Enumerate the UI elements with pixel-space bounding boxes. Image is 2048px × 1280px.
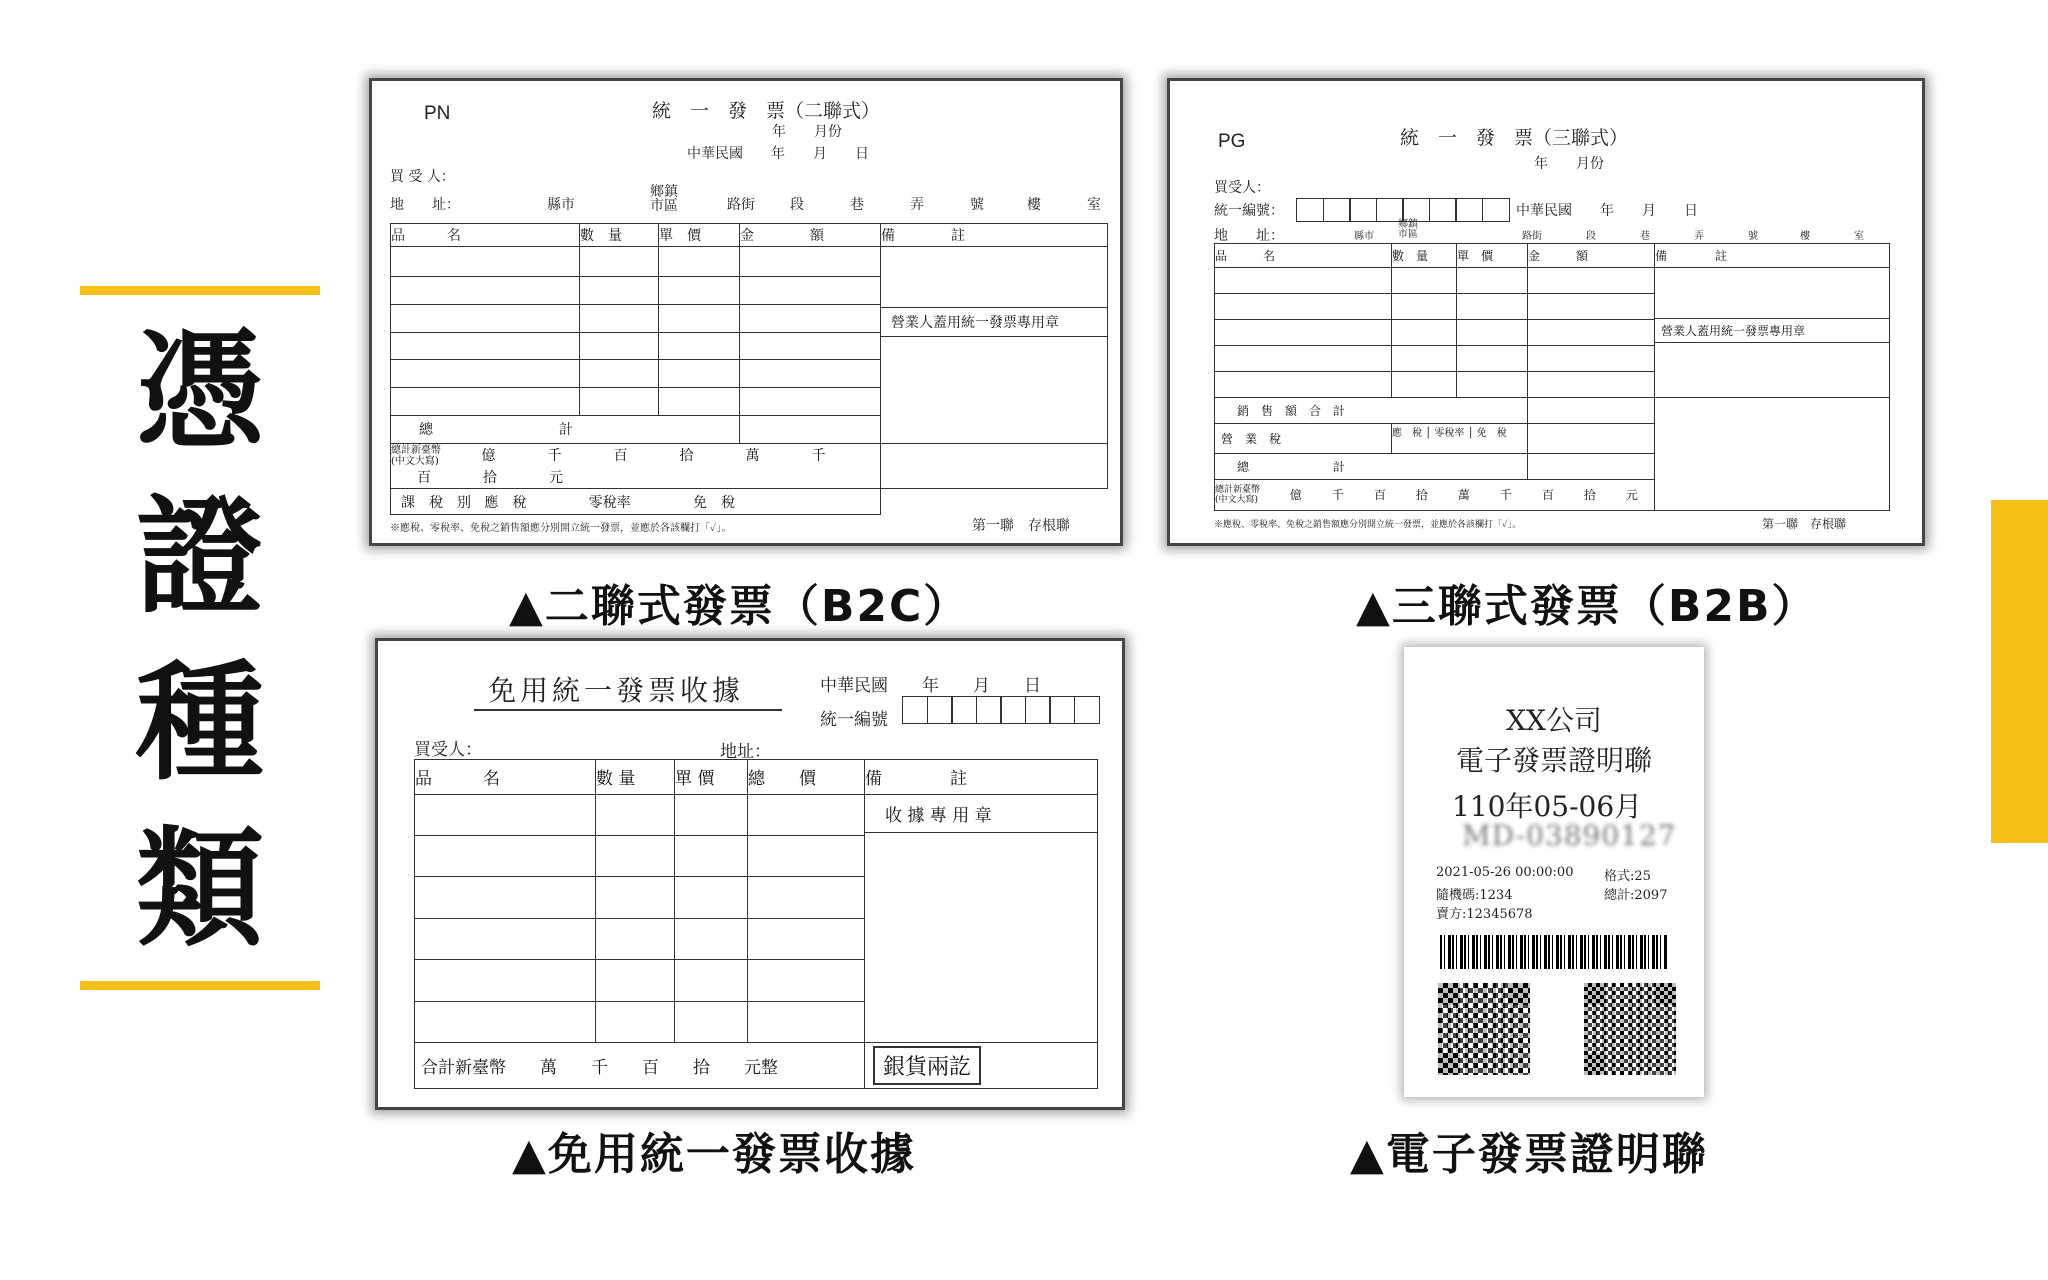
b2b-buyer: 買受人： <box>1214 180 1270 196</box>
amount-unit: 百 <box>1373 487 1386 502</box>
b2b-addr-0: 縣市 <box>1354 231 1374 242</box>
receipt-paid-stamp: 銀貨兩訖 <box>873 1046 981 1085</box>
einvoice-title: 電子發票證明聯 <box>1455 744 1652 777</box>
b2b-addr-3: 段 <box>1586 231 1596 242</box>
tax-id-digit-box <box>1296 198 1324 222</box>
b2c-code: PN <box>424 103 451 124</box>
b2b-addr-7: 樓 <box>1800 231 1810 242</box>
title-bottom-rule <box>80 981 320 990</box>
receipt-address-label: 地址： <box>720 742 771 762</box>
b2b-header-qty: 數 量 <box>1392 248 1429 263</box>
b2c-caption: ▲二聯式發票（B2C） <box>509 581 970 632</box>
amount-unit: 千 <box>1331 487 1344 502</box>
amount-unit: 拾 <box>1583 487 1596 502</box>
tax-id-digit-box <box>1349 198 1377 222</box>
b2c-addr-7: 樓 <box>1027 197 1041 213</box>
section-title-char: 種 <box>135 649 264 798</box>
b2b-code: PG <box>1218 131 1246 152</box>
b2c-header-amount: 金 額 <box>740 228 824 245</box>
receipt-tax-id-label: 統一編號 <box>820 710 888 730</box>
b2b-business-tax: 營 業 稅 <box>1221 431 1282 446</box>
amount-unit: 千 <box>547 447 562 464</box>
b2c-invoice-image <box>369 78 1123 546</box>
b2b-title: 統 一 發 票（三聯式） <box>1400 127 1629 149</box>
einvoice-qr-right <box>1584 983 1676 1075</box>
amount-unit: 百 <box>417 469 431 486</box>
einvoice-total: 總計:2097 <box>1604 888 1668 903</box>
b2b-header-name: 品 名 <box>1215 248 1276 263</box>
tax-id-digit-box <box>1429 198 1457 222</box>
b2b-address-label: 地 址： <box>1214 228 1284 244</box>
tax-id-digit-box <box>1025 696 1051 724</box>
b2c-addr-0: 縣市 <box>547 197 575 213</box>
title-top-rule <box>80 286 320 295</box>
amount-unit: 元 <box>1625 487 1638 502</box>
einvoice-format: 格式:25 <box>1604 869 1651 884</box>
receipt-title: 免用統一發票收據 <box>488 674 745 707</box>
b2b-addr-2: 路街 <box>1522 231 1542 242</box>
b2c-zero-rate: 零稅率 <box>588 494 631 511</box>
receipt-stamp-note: 收 據 專 用 章 <box>865 795 1097 833</box>
b2c-header-qty: 數 量 <box>580 228 622 245</box>
tax-id-digit-box <box>951 696 977 724</box>
amount-unit: 拾 <box>483 469 497 486</box>
b2c-tax-type-label: 課 稅 別 <box>401 494 471 511</box>
b2b-amount-units <box>1275 488 1653 502</box>
amount-unit: 千 <box>1499 487 1512 502</box>
amount-unit: 億 <box>1289 487 1302 502</box>
section-title-text <box>80 295 320 981</box>
b2c-footnote: ※應稅、零稅率、免稅之銷售額應分別開立統一發票，並應於各該欄打「✓」。 <box>390 523 732 534</box>
section-title-char: 證 <box>135 483 264 632</box>
b2b-tax-taxable: 應 稅 <box>1392 427 1422 439</box>
receipt-total-line: 合計新臺幣 萬 千 百 拾 元整 <box>421 1057 778 1078</box>
tax-id-digit-box <box>1455 198 1483 222</box>
b2b-tax-zero: 零稅率 <box>1434 427 1465 439</box>
amount-unit: 拾 <box>679 447 694 464</box>
b2c-taxable: 應 稅 <box>484 494 527 511</box>
amount-unit: 萬 <box>745 447 760 464</box>
receipt-image <box>375 638 1125 1110</box>
b2c-addr-1: 鄉鎮市區 <box>650 184 678 214</box>
section-title-char: 類 <box>135 815 264 964</box>
b2c-amount-units <box>391 448 851 486</box>
b2c-exempt: 免 稅 <box>692 494 735 511</box>
b2b-addr-5: 弄 <box>1694 231 1704 242</box>
einvoice-period: 110年05-06月 <box>1452 790 1643 823</box>
b2b-tax-id-boxes <box>1296 198 1510 220</box>
amount-unit: 拾 <box>1415 487 1428 502</box>
receipt-buyer: 買受人： <box>414 740 482 760</box>
b2b-header-price: 單 價 <box>1457 248 1494 263</box>
receipt-header-remarks: 備 註 <box>865 769 967 790</box>
amount-unit: 百 <box>613 447 628 464</box>
receipt-header-price: 單 價 <box>675 769 715 790</box>
einvoice-seller: 賣方:12345678 <box>1436 907 1533 922</box>
b2c-items-table <box>390 223 1108 515</box>
tax-id-digit-box <box>976 696 1002 724</box>
b2c-addr-2: 路街 <box>727 197 755 213</box>
amount-unit: 百 <box>1541 487 1554 502</box>
b2b-total-chinese-label: 總計新臺幣(中文大寫) <box>1215 485 1261 506</box>
b2b-addr-6: 號 <box>1748 231 1758 242</box>
b2c-addr-4: 巷 <box>850 197 864 213</box>
tax-id-digit-box <box>927 696 953 724</box>
b2b-period: 年 月份 <box>1534 156 1604 172</box>
b2c-date: 中華民國 年 月 日 <box>687 146 869 162</box>
receipt-caption: ▲免用統一發票收據 <box>512 1129 916 1180</box>
b2b-tax-exempt: 免 稅 <box>1476 427 1507 439</box>
b2c-copy: 第一聯 存根聯 <box>972 518 1070 534</box>
b2c-addr-5: 弄 <box>910 197 924 213</box>
amount-unit: 千 <box>811 447 826 464</box>
b2c-addr-3: 段 <box>790 197 804 213</box>
b2c-title: 統 一 發 票（二聯式） <box>652 100 881 122</box>
amount-unit: 億 <box>481 447 496 464</box>
b2b-invoice-image <box>1167 78 1925 546</box>
einvoice-barcode <box>1440 935 1668 969</box>
accent-bar <box>1991 500 2048 843</box>
b2b-addr-1: 鄉鎮市區 <box>1398 219 1418 240</box>
b2b-stamp-note: 營業人蓋用統一發票專用章 <box>1655 318 1889 343</box>
b2c-address-label: 地 址： <box>390 197 460 213</box>
b2b-date: 中華民國 年 月 日 <box>1516 203 1698 219</box>
receipt-header-qty: 數 量 <box>596 769 636 790</box>
b2b-header-amount: 金 額 <box>1528 248 1589 263</box>
tax-id-digit-box <box>1049 696 1075 724</box>
b2c-header-name: 品 名 <box>391 228 461 245</box>
b2c-header-remarks: 備 註 <box>881 228 965 245</box>
b2b-items-table: 品 名 數 量 單 價 金 額 備 註 營業人蓋用統一發票專用章 銷 售 額 合 計 營 業 稅 應 稅 │ 零稅率 │ 免 稅 總 計 總計新臺幣(中文大寫) 億 千 百 拾 萬 千 百 拾 元 <box>1214 243 1890 511</box>
b2b-header-remarks: 備 註 <box>1655 248 1728 263</box>
receipt-items-table <box>414 759 1098 1089</box>
einvoice-image <box>1404 647 1704 1097</box>
b2c-header-price: 單 價 <box>659 228 701 245</box>
b2b-total-label: 總 計 <box>1237 460 1346 475</box>
einvoice-qr-left <box>1438 983 1530 1075</box>
receipt-header-total: 總 價 <box>748 769 816 790</box>
tax-id-digit-box <box>902 696 928 724</box>
b2c-total-label: 總 計 <box>419 422 573 439</box>
amount-unit: 元 <box>549 469 563 486</box>
section-title <box>80 286 320 990</box>
b2b-caption: ▲三聯式發票（B2B） <box>1356 581 1818 632</box>
b2b-sales-total: 銷 售 額 合 計 <box>1237 403 1346 418</box>
einvoice-caption: ▲電子發票證明聯 <box>1350 1129 1708 1180</box>
b2c-stamp-note: 營業人蓋用統一發票專用章 <box>881 307 1107 337</box>
b2c-addr-6: 號 <box>970 197 984 213</box>
einvoice-datetime: 2021-05-26 00:00:00 <box>1436 865 1574 880</box>
b2b-addr-8: 室 <box>1854 231 1864 242</box>
tax-id-digit-box <box>1074 696 1100 724</box>
b2b-copy: 第一聯 存根聯 <box>1762 517 1847 531</box>
einvoice-random-code: 隨機碼:1234 <box>1436 888 1513 903</box>
b2c-period: 年 月份 <box>772 124 842 140</box>
b2b-addr-4: 巷 <box>1640 231 1650 242</box>
b2c-buyer: 買 受 人： <box>390 169 455 185</box>
b2c-addr-8: 室 <box>1087 197 1101 213</box>
b2b-tax-id-label: 統一編號： <box>1214 203 1284 219</box>
section-title-char: 憑 <box>135 317 264 466</box>
tax-id-digit-box <box>1000 696 1026 724</box>
amount-unit: 萬 <box>1457 487 1470 502</box>
einvoice-company: XX公司 <box>1506 704 1602 737</box>
receipt-date: 中華民國 年 月 日 <box>820 676 1041 696</box>
tax-id-digit-box <box>1482 198 1510 222</box>
tax-id-digit-box <box>1323 198 1351 222</box>
receipt-tax-id-boxes <box>902 696 1100 724</box>
b2b-footnote: ※應稅、零稅率、免稅之銷售額應分別開立統一發票，並應於各該欄打「✓」。 <box>1214 520 1522 530</box>
b2c-total-chinese-label: 總計新臺幣(中文大寫) <box>391 444 441 467</box>
einvoice-number: MD-03890127 <box>1462 819 1677 852</box>
receipt-header-name: 品 名 <box>415 769 500 790</box>
